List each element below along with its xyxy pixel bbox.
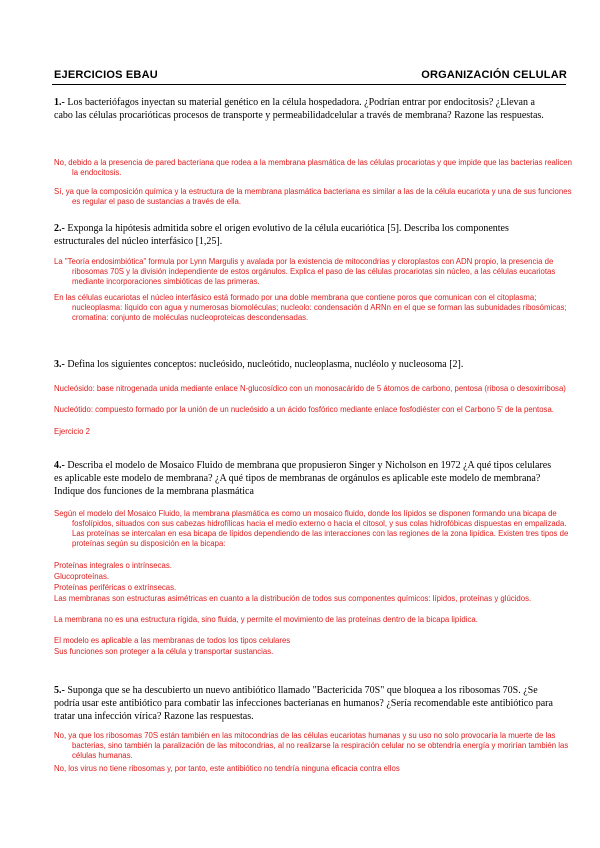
answer-4-4: Proteínas periféricas o extrínsecas. (54, 583, 177, 592)
question-text: Exponga la hipótesis admitida sobre el origen evolutivo de la célula eucariótica [5]. Describa los componentes estructurales del núcleo interfásico [1,25]. (54, 223, 509, 247)
answer-5-1: No, ya que los ribosomas 70S están también en las mitocondrias de las células eucariotas humanas y su uso no solo provocaría la muerte de las bacterias, sino también la paralización de las mitocondrias, al no realizarse la respiración celular no se obtendría energía y morirían también las células humanas. (54, 731, 569, 760)
answer-4-2: Proteínas integrales o intrínsecas. (54, 561, 172, 570)
header-rule (52, 84, 566, 85)
question-3 (54, 358, 554, 371)
question-5 (54, 684, 554, 723)
question-number: 3.- (54, 359, 65, 370)
answer-4-6: La membrana no es una estructura rígida, sino fluida, y permite el movimiento de las proteínas dentro de la bicapa lipídica. (54, 615, 478, 624)
question-2 (54, 222, 554, 248)
question-number: 1.- (54, 97, 65, 108)
answer-3-3: Ejercicio 2 (54, 427, 90, 436)
question-number: 5.- (54, 685, 65, 696)
question-text: Los bacteriófagos inyectan su material genético en la célula hospedadora. ¿Podrían entrar por endocitosis? ¿Llevan a cabo las células procarióticas procesos de transporte y permeabilidadcelular a través de membrana? Razone las respuestas. (54, 97, 544, 121)
answer-4-7: El modelo es aplicable a las membranas de todos los tipos celulares (54, 636, 291, 645)
answer-3-2: Nucleótido: compuesto formado por la unión de un nucleósido a un ácido fosfórico mediante enlace fosfodiéster con el Carbono 5' de la pentosa. (54, 405, 554, 414)
question-text: Defina los siguientes conceptos: nucleósido, nucleótido, nucleoplasma, nucléolo y nucleosoma [2]. (67, 359, 464, 370)
answer-2-2: En las células eucariotas el núcleo interfásico está formado por una doble membrana que contiene poros que comunican con el citoplasma; nucleoplasma: líquido con agua y numerosas biomoléculas; nucleolo: condensación d ARNn en el que se forman las subunidades ribosómicas; cromatina: conjunto de moléculas nucleoproteicas descondensadas. (54, 293, 567, 322)
question-4 (54, 459, 554, 498)
question-number: 2.- (54, 223, 65, 234)
answer-1-1: No, debido a la presencia de pared bacteriana que rodea a la membrana plasmática de las células procariotas y que impide que las bacterias realicen la endocitosis. (54, 158, 572, 177)
answer-3-1: Nucleósido: base nitrogenada unida mediante enlace N-glucosídico con un monosacárido de 5 átomos de carbono, pentosa (ribosa o desoxirribosa) (54, 384, 566, 393)
answer-1-2: Sí, ya que la composición química y la estructura de la membrana plasmática bacteriana es similar a las de la célula eucariota y una de sus funciones es regular el paso de sustancias a través de ella. (54, 187, 572, 206)
answer-4-1: Según el modelo del Mosaico Fluido, la membrana plasmática es como un mosaico fluido, donde los lípidos se disponen formando una bicapa de fosfolípidos, situados con sus cabezas hidrofílicas hacia el medio externo o hacia el citosol, y sus colas hidrofóbicas dispuestas en empalizada. Las proteínas se intercalan en esa bicapa de lípidos dependiendo de las interacciones con las regiones de la zona lipídica. Existen tres tipos de proteínas según su disposición en la bicapa: (54, 509, 569, 548)
question-1 (54, 96, 554, 122)
answer-4-8: Sus funciones son proteger a la célula y transportar sustancias. (54, 647, 274, 656)
answer-4-3: Glucoproteínas. (54, 572, 110, 581)
answer-5-2: No, los virus no tiene ribosomas y, por tanto, este antibiótico no tendría ninguna eficacia contra ellos (54, 764, 400, 773)
question-text: Suponga que se ha descubierto un nuevo antibiótico llamado "Bactericida 70S" que bloquea a los ribosomas 70S. ¿Se podría usar este antibiótico para combatir las infecciones bacterianas en humanos? ¿Sería recomendable este antibiótico para tratar una infección vírica? Razone las respuestas. (54, 685, 553, 722)
question-text: Describa el modelo de Mosaico Fluido de membrana que propusieron Singer y Nicholson en 1972 ¿A qué tipos celulares es aplicable este modelo de membrana? ¿A qué tipos de membranas de orgánulos es aplicable este modelo de membrana? Indique dos funciones de la membrana plasmática (54, 460, 552, 497)
question-number: 4.- (54, 460, 65, 471)
answer-4-5: Las membranas son estructuras asimétricas en cuanto a la distribución de todos sus componentes químicos: lípidos, proteínas y glúcidos. (54, 594, 532, 603)
header-left-title: EJERCICIOS EBAU (54, 69, 158, 81)
header-right-title: ORGANIZACIÓN CELULAR (421, 69, 567, 81)
answer-2-1: La "Teoría endosimbiótica" formula por Lynn Margulis y avalada por la existencia de mitocondrias y cloroplastos con ADN propio, la presencia de ribosomas 70S y la división independiente de estos orgánulos. Explica el paso de las células procariotas sin núcleo, a las células eucariotas mediante incorporaciones simbióticas de las primeras. (54, 257, 556, 286)
